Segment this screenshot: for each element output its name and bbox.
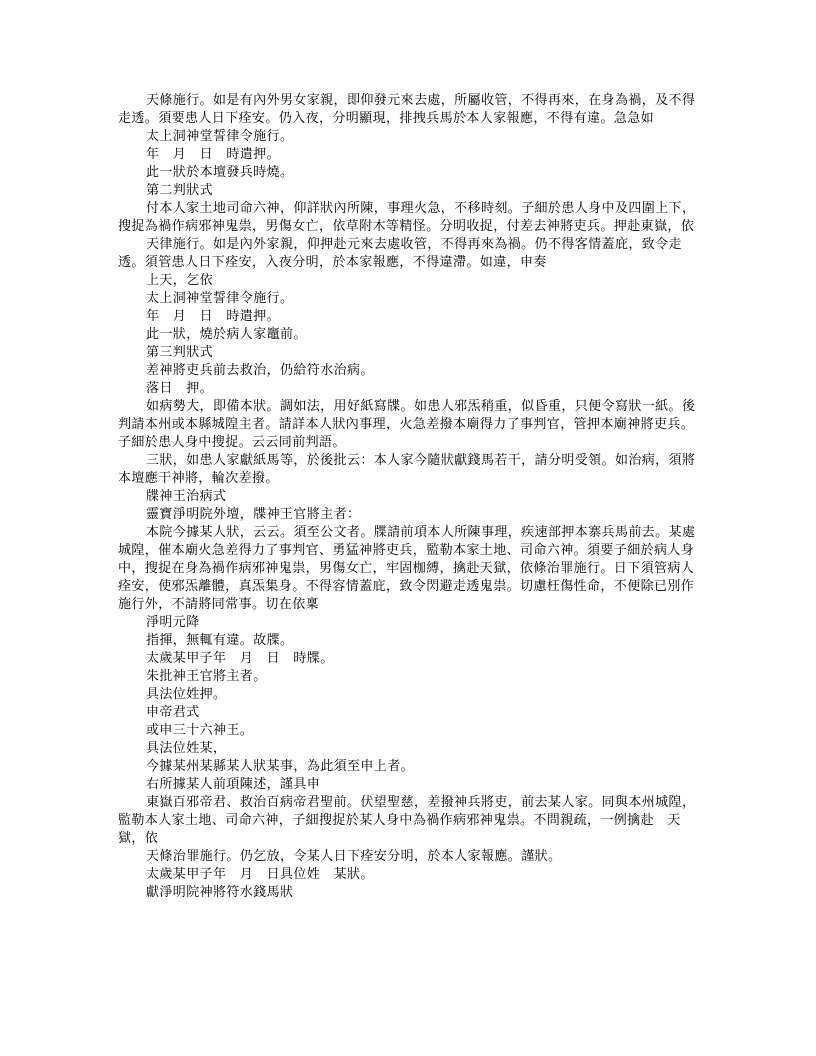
text-line: 具法位姓某， [146,741,227,756]
text-line: 朱批神王官將主者。 [146,669,267,684]
section-heading: 申帝君式 [146,705,200,720]
text-line: 靈寶淨明院外壇，牒神王官將主者： [146,507,361,522]
text-line: 淨明元降 [146,615,200,630]
section-heading: 牒神王治病式 [146,489,227,504]
text-line: 太上洞神堂誓律令施行。 [146,129,294,144]
text-line: 今據某州某縣某人狀某事，為此須至申上者。 [146,759,415,774]
text-line: 指揮，無輒有違。故牒。 [146,633,294,648]
paragraph: 三狀，如患人家獻紙馬等，於後批云：本人家今隨狀獻錢馬若干，請分明受領。如治病，須將本壇應干神將，輪次差撥。 [118,453,696,486]
text-line: 落日 押。 [146,381,214,396]
text-line: 右所據某人前項陳述，謹具申 [146,777,321,792]
section-heading: 第三判狀式 [146,345,214,360]
text-line: 太上洞神堂誓律令施行。 [146,291,294,306]
section-heading: 獻淨明院神將符水錢馬狀 [146,885,294,900]
paragraph: 天條施行。如是有內外男女家親，即仰發元來去處，所屬收管，不得再來，在身為禍，及不得走透。須要患人日下痊安。仍入夜，分明顯現，排拽兵馬於本人家報應，不得有違。急急如 [118,93,696,126]
text-line: 太歲某甲子年 月 日 時牒。 [146,651,334,666]
text-line: 具法位姓押。 [146,687,227,702]
text-line: 或申三十六神王。 [146,723,254,738]
paragraph: 如病勢大，即備本狀。調如法，用好紙寫牒。如患人邪炁稍重，似昏重，只便令寫狀一紙。後判請本州或本縣城隍主者。請詳本人狀內事理，火急差撥本廟得力了事判官，管押本廟神將吏兵。子細於患人身中搜捉。云云同前判語。 [118,399,696,450]
paragraph: 天律施行。如是內外家親，仰押赴元來去處收管，不得再來為禍。仍不得客情蓋庇，致令走透。須管患人日下痊安，入夜分明，於本家報應，不得違滯。如違，申奏 [118,237,682,270]
text-line: 此一狀於本壇發兵時燒。 [146,165,294,180]
text-line: 太歲某甲子年 月 日具位姓 某狀。 [146,867,374,882]
paragraph: 本院今據某人狀，云云。須至公文者。牒請前項本人所陳事理，疾速部押本寨兵馬前去。某處城隍，催本廟火急差得力了事判官、勇猛神將吏兵，監勒本家土地、司命六神。須要子細於病人身中，搜捉在身為禍作病邪神鬼祟，男傷女亡，牢固枷縛，擒赴天獄，依條治罪施行。日下須管病人痊安，使邪炁離體，真炁集身。不得容情蓋庇，致令閃避走透鬼祟。切慮枉傷性命，不便除已別作施行外，不請將同常事。切在依稟 [118,525,696,612]
text-line: 年 月 日 時遣押。 [146,309,281,324]
text-line: 上天，乞依 [146,273,214,288]
paragraph: 付本人家土地司命六神，仰詳狀內所陳，事理火急，不移時刻。子細於患人身中及四圍上下，搜捉為禍作病邪神鬼祟，男傷女亡，依草附木等精怪。分明收捉，付差去神將吏兵。押赴東嶽，依 [118,201,696,234]
text-line: 年 月 日 時遣押。 [146,147,281,162]
text-line: 此一狀，燒於病人家竈前。 [146,327,307,342]
text-line: 天條治罪施行。仍乞放，令某人日下痊安分明，於本人家報應。謹狀。 [146,849,562,864]
paragraph: 東嶽百邪帝君、救治百病帝君聖前。伏望聖慈，差撥神兵將吏，前去某人家。同與本州城隍，監勒本人家土地、司命六神，子細搜捉於某人身中為禍作病邪神鬼祟。不問親疏，一例擒赴 天獄，依 [118,795,696,846]
text-line: 差神將吏兵前去救治，仍給符水治病。 [146,363,374,378]
section-heading: 第二判狀式 [146,183,214,198]
